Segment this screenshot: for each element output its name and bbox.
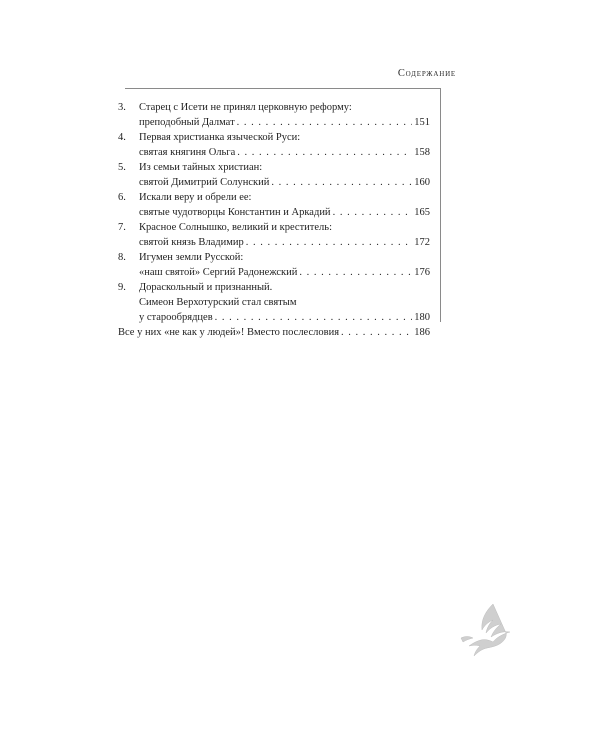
dove-icon — [455, 600, 520, 660]
leader-dots — [235, 145, 412, 160]
leader-dots — [331, 205, 413, 220]
toc-entry — [118, 160, 430, 190]
toc-entry-subtitle: преподобный Далмат — [139, 117, 235, 128]
toc-entry-page: 165 — [414, 207, 430, 218]
toc-entry-subtitle: святая княгиня Ольга — [139, 147, 236, 158]
toc-entry-page: 186 — [414, 327, 430, 338]
running-head: Содержание — [397, 68, 456, 79]
table-of-contents — [118, 100, 430, 340]
toc-entry — [118, 220, 430, 250]
toc-entry-number: 4. — [118, 132, 126, 143]
toc-entry — [118, 280, 430, 325]
toc-entry-title: Старец с Исети не принял церковную реформу: — [139, 102, 352, 113]
toc-entry-subtitle: святой князь Владимир — [139, 237, 244, 248]
toc-entry-subtitle: «наш святой» Сергий Радонежский — [139, 267, 298, 278]
toc-entry-title: Искали веру и обрели ее: — [139, 192, 252, 203]
toc-entry — [118, 100, 430, 130]
toc-entry-page: 158 — [414, 147, 430, 158]
toc-entry-number: 5. — [118, 162, 126, 173]
toc-entry-title: Первая христианка языческой Руси: — [139, 132, 301, 143]
toc-entry-afterword — [118, 325, 430, 340]
vertical-rule — [440, 89, 441, 322]
leader-dots — [339, 325, 412, 340]
leader-dots — [244, 235, 413, 250]
toc-entry — [118, 250, 430, 280]
toc-entry-number: 8. — [118, 252, 126, 263]
toc-entry-page: 180 — [414, 312, 430, 323]
toc-entry-page: 172 — [414, 237, 430, 248]
toc-entry-subtitle: у старообрядцев — [139, 312, 213, 323]
header-rule — [125, 88, 441, 89]
toc-entry-page: 176 — [414, 267, 430, 278]
toc-entry-subtitle: святой Димитрий Солунский — [139, 177, 270, 188]
toc-entry-number: 9. — [118, 282, 126, 293]
leader-dots — [213, 310, 413, 325]
toc-entry-title-continued: Симеон Верхотурский стал святым — [139, 297, 297, 308]
toc-entry-page: 160 — [414, 177, 430, 188]
toc-entry-number: 7. — [118, 222, 126, 233]
leader-dots — [235, 115, 413, 130]
toc-entry-title: Игумен земли Русской: — [139, 252, 244, 263]
toc-entry-title: Из семьи тайных христиан: — [139, 162, 263, 173]
toc-entry-subtitle: святые чудотворцы Константин и Аркадий — [139, 207, 331, 218]
leader-dots — [269, 175, 412, 190]
toc-entry-page: 151 — [414, 117, 430, 128]
toc-entry-title: Дораскольный и признанный. — [139, 282, 273, 293]
toc-entry — [118, 130, 430, 160]
toc-entry-title: Красное Солнышко, великий и креститель: — [139, 222, 332, 233]
toc-entry — [118, 190, 430, 220]
toc-entry-title: Все у них «не как у людей»! Вместо послесловия — [118, 327, 340, 338]
toc-entry-number: 6. — [118, 192, 126, 203]
leader-dots — [297, 265, 412, 280]
toc-entry-number: 3. — [118, 102, 126, 113]
